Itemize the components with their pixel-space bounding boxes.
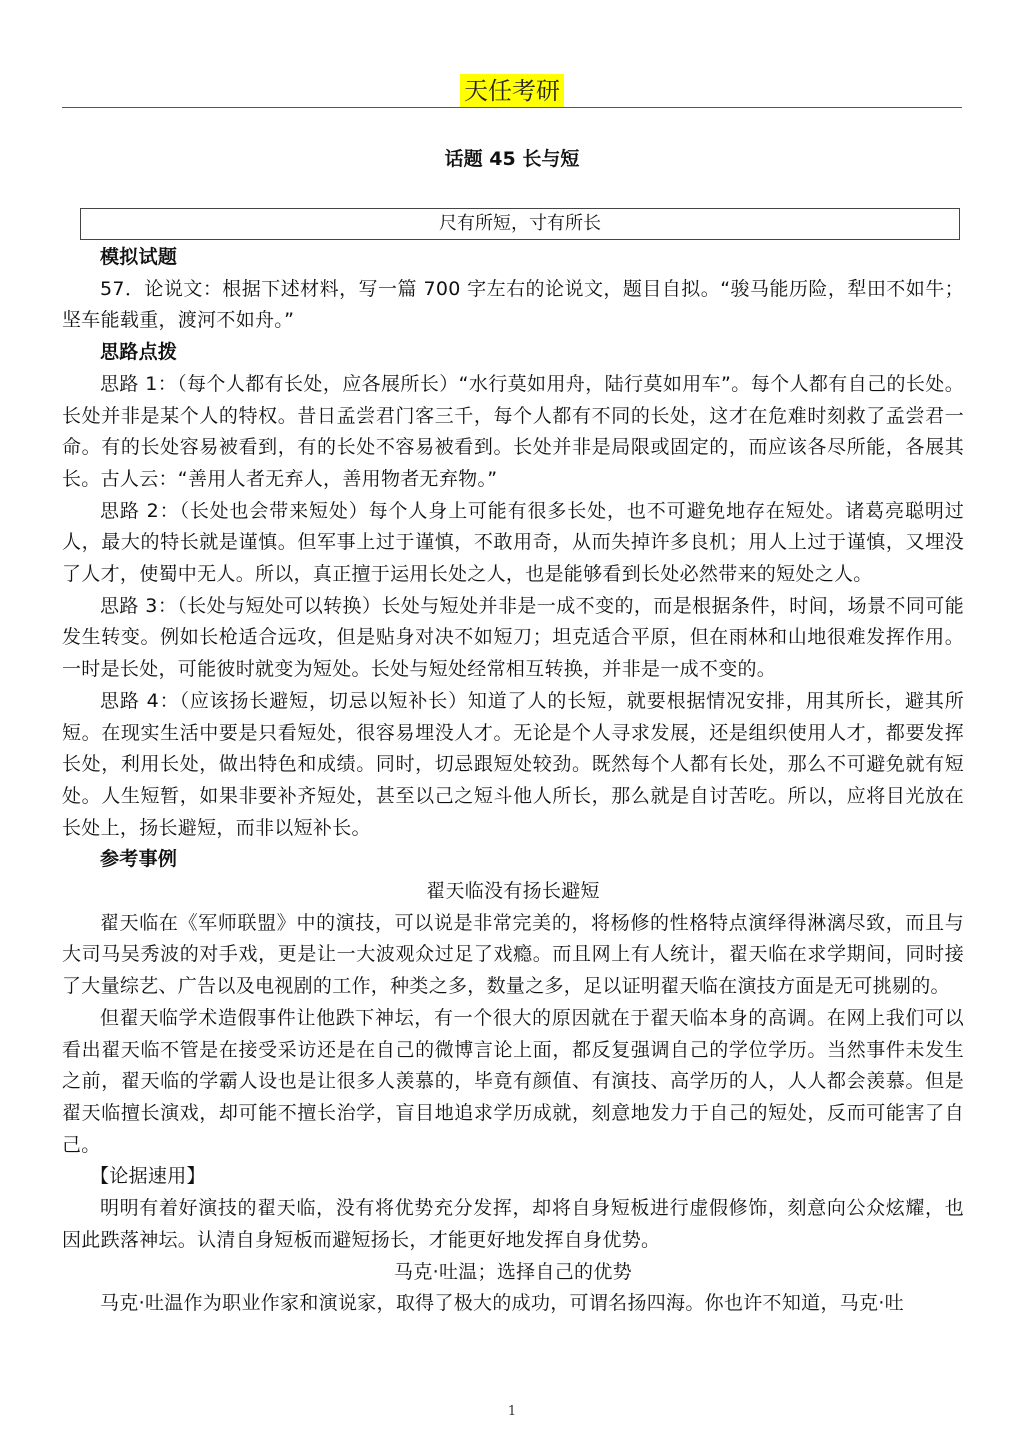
example-1-paragraph-1: 翟天临在《军师联盟》中的演技，可以说是非常完美的，将杨修的性格特点演绎得淋漓尽致，而且与大司马吴秀波的对手戏，更是让一大波观众过足了戏瘾。而且网上有人统计，翟天临在求学期间，同时接了大量综艺、广告以及电视剧的工作，种类之多，数量之多，足以证明翟天临在演技方面是无可挑剔的。 — [62, 911, 964, 998]
page-header — [0, 74, 1024, 108]
section-heading-examples: 参考事例 — [100, 848, 178, 871]
brand-logo-text: 天任考研 — [460, 74, 564, 108]
document-body — [62, 242, 964, 1320]
theme-box: 尺有所短，寸有所长 — [80, 208, 960, 240]
argument-label: 【论据速用】 — [90, 1165, 206, 1188]
topic-title: 话题 45 长与短 — [444, 148, 580, 170]
section-heading-ideas: 思路点拨 — [100, 341, 178, 364]
question-paragraph: 57．论说文：根据下述材料，写一篇 700 字左右的论说文，题目自拟。“骏马能历险，犁田不如牛；坚车能载重，渡河不如舟。” — [62, 277, 964, 332]
section-heading-mock-exam: 模拟试题 — [100, 246, 178, 268]
example-2-title: 马克·吐温；选择自己的优势 — [394, 1260, 632, 1283]
idea-paragraph-4: 思路 4：（应该扬长避短，切忌以短补长）知道了人的长短，就要根据情况安排，用其所长，避其所短。在现实生活中要是只看短处，很容易埋没人才。无论是个人寻求发展，还是组织使用人才，都要发挥长处，利用长处，做出特色和成绩。同时，切忌跟短处较劲。既然每个人都有长处，那么不可避免就有短处。人生短暂，如果非要补齐短处，甚至以己之短斗他人所长，那么就是自讨苦吃。所以，应将目光放在长处上，扬长避短，而非以短补长。 — [62, 689, 964, 839]
page-number: 1 — [507, 1404, 517, 1419]
argument-paragraph: 明明有着好演技的翟天临，没有将优势充分发挥，却将自身短板进行虚假修饰，刻意向公众炫耀，也因此跌落神坛。认清自身短板而避短扬长，才能更好地发挥自身优势。 — [62, 1197, 964, 1251]
header-divider — [62, 107, 962, 108]
example-1-title: 翟天临没有扬长避短 — [426, 880, 600, 903]
example-1-paragraph-2: 但翟天临学术造假事件让他跌下神坛，有一个很大的原因就在于翟天临本身的高调。在网上我们可以看出翟天临不管是在接受采访还是在自己的微博言论上面，都反复强调自己的学位学历。当然事件未发生之前，翟天临的学霸人设也是让很多人羡慕的，毕竟有颜值、有演技、高学历的人，人人都会羡慕。但是翟天临擅长演戏，却可能不擅长治学，盲目地追求学历成就，刻意地发力于自己的短处，反而可能害了自己。 — [62, 1006, 964, 1156]
example-2-paragraph-1: 马克·吐温作为职业作家和演说家，取得了极大的成功，可谓名扬四海。你也许不知道，马克·吐 — [100, 1292, 904, 1315]
idea-paragraph-1: 思路 1：（每个人都有长处，应各展所长）“水行莫如用舟，陆行莫如用车”。每个人都有自己的长处。长处并非是某个人的特权。昔日孟尝君门客三千，每个人都有不同的长处，这才在危难时刻救了孟尝君一命。有的长处容易被看到，有的长处不容易被看到。长处并非是局限或固定的，而应该各尽所能，各展其长。古人云：“善用人者无弃人，善用物者无弃物。” — [62, 372, 964, 490]
idea-paragraph-2: 思路 2：（长处也会带来短处）每个人身上可能有很多长处，也不可避免地存在短处。诸葛亮聪明过人，最大的特长就是谨慎。但军事上过于谨慎，不敢用奇，从而失掉许多良机；用人上过于谨慎，又埋没了人才，使蜀中无人。所以，真正擅于运用长处之人，也是能够看到长处必然带来的短处之人。 — [62, 499, 964, 586]
idea-paragraph-3: 思路 3：（长处与短处可以转换）长处与短处并非是一成不变的，而是根据条件，时间，场景不同可能发生转变。例如长枪适合远攻，但是贴身对决不如短刀；坦克适合平原，但在雨林和山地很难发挥作用。一时是长处，可能彼时就变为短处。长处与短处经常相互转换，并非是一成不变的。 — [62, 594, 964, 681]
